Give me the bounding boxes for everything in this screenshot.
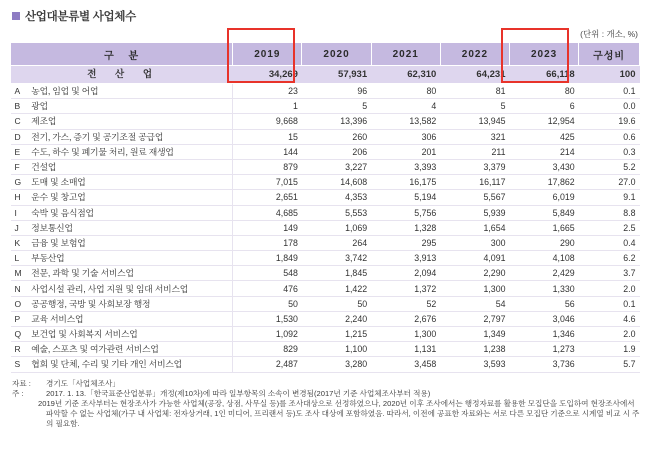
row-value: 5 <box>302 99 371 114</box>
row-value: 260 <box>302 129 371 144</box>
row-value: 1,665 <box>509 220 578 235</box>
row-code: B <box>11 99 28 114</box>
row-industry-name: 운수 및 창고업 <box>27 190 232 205</box>
row-value: 3,379 <box>440 159 509 174</box>
row-value: 300 <box>440 235 509 250</box>
row-value: 81 <box>440 84 509 99</box>
row-industry-name: 교육 서비스업 <box>27 311 232 326</box>
page-title <box>12 8 640 24</box>
row-code: Q <box>11 327 28 342</box>
row-value: 1,330 <box>509 281 578 296</box>
total-2022: 64,231 <box>440 66 509 84</box>
footnote-source-label: 자료 : <box>12 378 31 388</box>
row-value: 3,736 <box>509 357 578 372</box>
row-value: 4 <box>371 99 440 114</box>
row-code: R <box>11 342 28 357</box>
column-header-share: 구성비 <box>579 43 640 66</box>
table-row <box>11 311 640 326</box>
row-industry-name: 정보통신업 <box>27 220 232 235</box>
row-value: 0.1 <box>579 84 640 99</box>
row-code: S <box>11 357 28 372</box>
table-row <box>11 296 640 311</box>
table-row <box>11 235 640 250</box>
table-row <box>11 84 640 99</box>
column-header-2023: 2023 <box>509 43 578 66</box>
row-value: 295 <box>371 235 440 250</box>
row-value: 6 <box>509 99 578 114</box>
row-value: 17,862 <box>509 175 578 190</box>
footnote-note-2-text: 2019년 기준 조사부터는 현장조사가 가능한 사업체(공장, 상점, 사무실 등)를 조사대상으로 선정하였으나, 2020년 이후 조사에서는 행정자료를 활용한 모집단을 도입하여 현장조사에서 파악할 수 없는 사업체(가구 내 사업체: 전자상거래, 1인 미디어, 프리랜서 등)도 조사 대상에 포함하였음. 따라서, 이전에 공표한 자료와는 서로 다른 모집단 기준으로 시계열 비교 시 주의 필요함. <box>38 398 640 428</box>
row-code: I <box>11 205 28 220</box>
row-value: 1,849 <box>233 251 302 266</box>
row-value: 2,094 <box>371 266 440 281</box>
row-value: 5,194 <box>371 190 440 205</box>
row-value: 0.3 <box>579 144 640 159</box>
column-header-2022: 2022 <box>440 43 509 66</box>
table-row <box>11 251 640 266</box>
row-value: 2,290 <box>440 266 509 281</box>
row-code: C <box>11 114 28 129</box>
total-2023: 66,118 <box>509 66 578 84</box>
row-value: 19.6 <box>579 114 640 129</box>
row-value: 4.6 <box>579 311 640 326</box>
row-value: 1,092 <box>233 327 302 342</box>
row-value: 2,429 <box>509 266 578 281</box>
row-value: 7,015 <box>233 175 302 190</box>
row-industry-name: 협회 및 단체, 수리 및 기타 개인 서비스업 <box>27 357 232 372</box>
row-code: J <box>11 220 28 235</box>
row-industry-name: 전기, 가스, 증기 및 공기조절 공급업 <box>27 129 232 144</box>
row-value: 306 <box>371 129 440 144</box>
row-code: P <box>11 311 28 326</box>
row-value: 13,396 <box>302 114 371 129</box>
table-row <box>11 266 640 281</box>
row-value: 1,422 <box>302 281 371 296</box>
column-header-division: 구 분 <box>11 43 233 66</box>
footnote-source <box>12 379 640 389</box>
bullet-square-icon <box>12 12 20 20</box>
table-row-total <box>11 66 640 84</box>
row-value: 52 <box>371 296 440 311</box>
industry-establishments-table <box>10 42 640 373</box>
row-value: 425 <box>509 129 578 144</box>
table-body <box>11 66 640 373</box>
row-code: F <box>11 159 28 174</box>
row-value: 14,608 <box>302 175 371 190</box>
footnote-note-1-text: 2017. 1. 13.「한국표준산업분류」개정(제10차)에 따라 일부항목의 소속이 변경됨(2017년 기준 사업체조사부터 적용) <box>46 388 431 398</box>
row-value: 178 <box>233 235 302 250</box>
row-value: 1.9 <box>579 342 640 357</box>
footnotes <box>10 379 640 429</box>
column-header-2019: 2019 <box>233 43 302 66</box>
row-value: 1,100 <box>302 342 371 357</box>
row-industry-name: 건설업 <box>27 159 232 174</box>
table-row <box>11 342 640 357</box>
row-value: 1,300 <box>371 327 440 342</box>
row-value: 0.1 <box>579 296 640 311</box>
row-value: 264 <box>302 235 371 250</box>
row-value: 201 <box>371 144 440 159</box>
row-industry-name: 숙박 및 음식점업 <box>27 205 232 220</box>
row-value: 3,430 <box>509 159 578 174</box>
row-code: L <box>11 251 28 266</box>
row-industry-name: 사업시설 관리, 사업 지원 및 임대 서비스업 <box>27 281 232 296</box>
table-row <box>11 99 640 114</box>
row-value: 548 <box>233 266 302 281</box>
row-value: 321 <box>440 129 509 144</box>
row-value: 206 <box>302 144 371 159</box>
table-row <box>11 327 640 342</box>
row-value: 1,372 <box>371 281 440 296</box>
row-value: 5 <box>440 99 509 114</box>
page-title-text: 산업대분류별 사업체수 <box>25 11 136 23</box>
row-code: K <box>11 235 28 250</box>
row-value: 879 <box>233 159 302 174</box>
row-value: 1,845 <box>302 266 371 281</box>
row-value: 80 <box>509 84 578 99</box>
row-value: 2.0 <box>579 327 640 342</box>
row-value: 3,458 <box>371 357 440 372</box>
row-code: O <box>11 296 28 311</box>
row-industry-name: 공공행정, 국방 및 사회보장 행정 <box>27 296 232 311</box>
row-value: 50 <box>302 296 371 311</box>
row-industry-name: 전문, 과학 및 기술 서비스업 <box>27 266 232 281</box>
row-value: 3.7 <box>579 266 640 281</box>
total-2019: 34,269 <box>233 66 302 84</box>
row-value: 2,240 <box>302 311 371 326</box>
row-value: 15 <box>233 129 302 144</box>
row-value: 8.8 <box>579 205 640 220</box>
row-value: 3,393 <box>371 159 440 174</box>
row-value: 4,108 <box>509 251 578 266</box>
row-value: 1,654 <box>440 220 509 235</box>
row-industry-name: 부동산업 <box>27 251 232 266</box>
row-value: 5,939 <box>440 205 509 220</box>
row-value: 5,567 <box>440 190 509 205</box>
unit-note: (단위 : 개소, %) <box>580 29 638 39</box>
table-header-row <box>11 43 640 66</box>
row-value: 3,593 <box>440 357 509 372</box>
footnote-source-text: 경기도「사업체조사」 <box>46 378 120 388</box>
row-value: 16,175 <box>371 175 440 190</box>
row-value: 0.0 <box>579 99 640 114</box>
row-value: 3,227 <box>302 159 371 174</box>
row-value: 476 <box>233 281 302 296</box>
table-row <box>11 190 640 205</box>
row-value: 0.4 <box>579 235 640 250</box>
row-value: 214 <box>509 144 578 159</box>
row-code: N <box>11 281 28 296</box>
row-value: 149 <box>233 220 302 235</box>
row-value: 80 <box>371 84 440 99</box>
row-value: 6,019 <box>509 190 578 205</box>
row-value: 2.0 <box>579 281 640 296</box>
row-code: A <box>11 84 28 99</box>
table-row <box>11 144 640 159</box>
row-value: 4,091 <box>440 251 509 266</box>
row-value: 54 <box>440 296 509 311</box>
column-header-2020: 2020 <box>302 43 371 66</box>
row-value: 0.6 <box>579 129 640 144</box>
row-value: 27.0 <box>579 175 640 190</box>
row-value: 5.2 <box>579 159 640 174</box>
row-value: 1 <box>233 99 302 114</box>
table-row <box>11 205 640 220</box>
row-value: 5,849 <box>509 205 578 220</box>
row-value: 5.7 <box>579 357 640 372</box>
row-value: 2.5 <box>579 220 640 235</box>
row-industry-name: 수도, 하수 및 폐기물 처리, 원료 재생업 <box>27 144 232 159</box>
row-value: 1,530 <box>233 311 302 326</box>
row-code: E <box>11 144 28 159</box>
table-row <box>11 281 640 296</box>
row-value: 9.1 <box>579 190 640 205</box>
total-2021: 62,310 <box>371 66 440 84</box>
row-value: 2,676 <box>371 311 440 326</box>
row-code: G <box>11 175 28 190</box>
row-value: 3,046 <box>509 311 578 326</box>
total-row-label: 전 산 업 <box>11 66 233 84</box>
row-value: 1,300 <box>440 281 509 296</box>
row-value: 16,117 <box>440 175 509 190</box>
table-row <box>11 159 640 174</box>
row-industry-name: 제조업 <box>27 114 232 129</box>
row-value: 9,668 <box>233 114 302 129</box>
row-industry-name: 금융 및 보험업 <box>27 235 232 250</box>
row-code: D <box>11 129 28 144</box>
row-industry-name: 예술, 스포츠 및 여가관련 서비스업 <box>27 342 232 357</box>
table-row <box>11 114 640 129</box>
row-value: 13,582 <box>371 114 440 129</box>
row-value: 3,742 <box>302 251 371 266</box>
table-row <box>11 357 640 372</box>
row-value: 13,945 <box>440 114 509 129</box>
column-header-2021: 2021 <box>371 43 440 66</box>
row-value: 5,553 <box>302 205 371 220</box>
row-value: 1,273 <box>509 342 578 357</box>
row-value: 211 <box>440 144 509 159</box>
row-value: 56 <box>509 296 578 311</box>
footnote-note-label: 주 : <box>12 388 24 398</box>
row-value: 1,131 <box>371 342 440 357</box>
row-value: 2,797 <box>440 311 509 326</box>
row-value: 829 <box>233 342 302 357</box>
row-value: 290 <box>509 235 578 250</box>
row-value: 1,069 <box>302 220 371 235</box>
row-value: 1,215 <box>302 327 371 342</box>
row-code: M <box>11 266 28 281</box>
table-row <box>11 175 640 190</box>
total-share: 100 <box>579 66 640 84</box>
row-industry-name: 도매 및 소매업 <box>27 175 232 190</box>
row-industry-name: 광업 <box>27 99 232 114</box>
row-value: 2,651 <box>233 190 302 205</box>
total-2020: 57,931 <box>302 66 371 84</box>
row-value: 50 <box>233 296 302 311</box>
row-value: 6.2 <box>579 251 640 266</box>
row-value: 1,328 <box>371 220 440 235</box>
row-industry-name: 농업, 임업 및 어업 <box>27 84 232 99</box>
row-value: 144 <box>233 144 302 159</box>
row-value: 96 <box>302 84 371 99</box>
row-value: 1,238 <box>440 342 509 357</box>
row-industry-name: 보건업 및 사회복지 서비스업 <box>27 327 232 342</box>
row-value: 1,349 <box>440 327 509 342</box>
row-value: 4,353 <box>302 190 371 205</box>
footnote-note-1 <box>12 389 640 399</box>
table-row <box>11 129 640 144</box>
row-value: 1,346 <box>509 327 578 342</box>
table-row <box>11 220 640 235</box>
row-value: 12,954 <box>509 114 578 129</box>
row-value: 23 <box>233 84 302 99</box>
row-code: H <box>11 190 28 205</box>
row-value: 4,685 <box>233 205 302 220</box>
row-value: 5,756 <box>371 205 440 220</box>
row-value: 2,487 <box>233 357 302 372</box>
row-value: 3,913 <box>371 251 440 266</box>
row-value: 3,280 <box>302 357 371 372</box>
